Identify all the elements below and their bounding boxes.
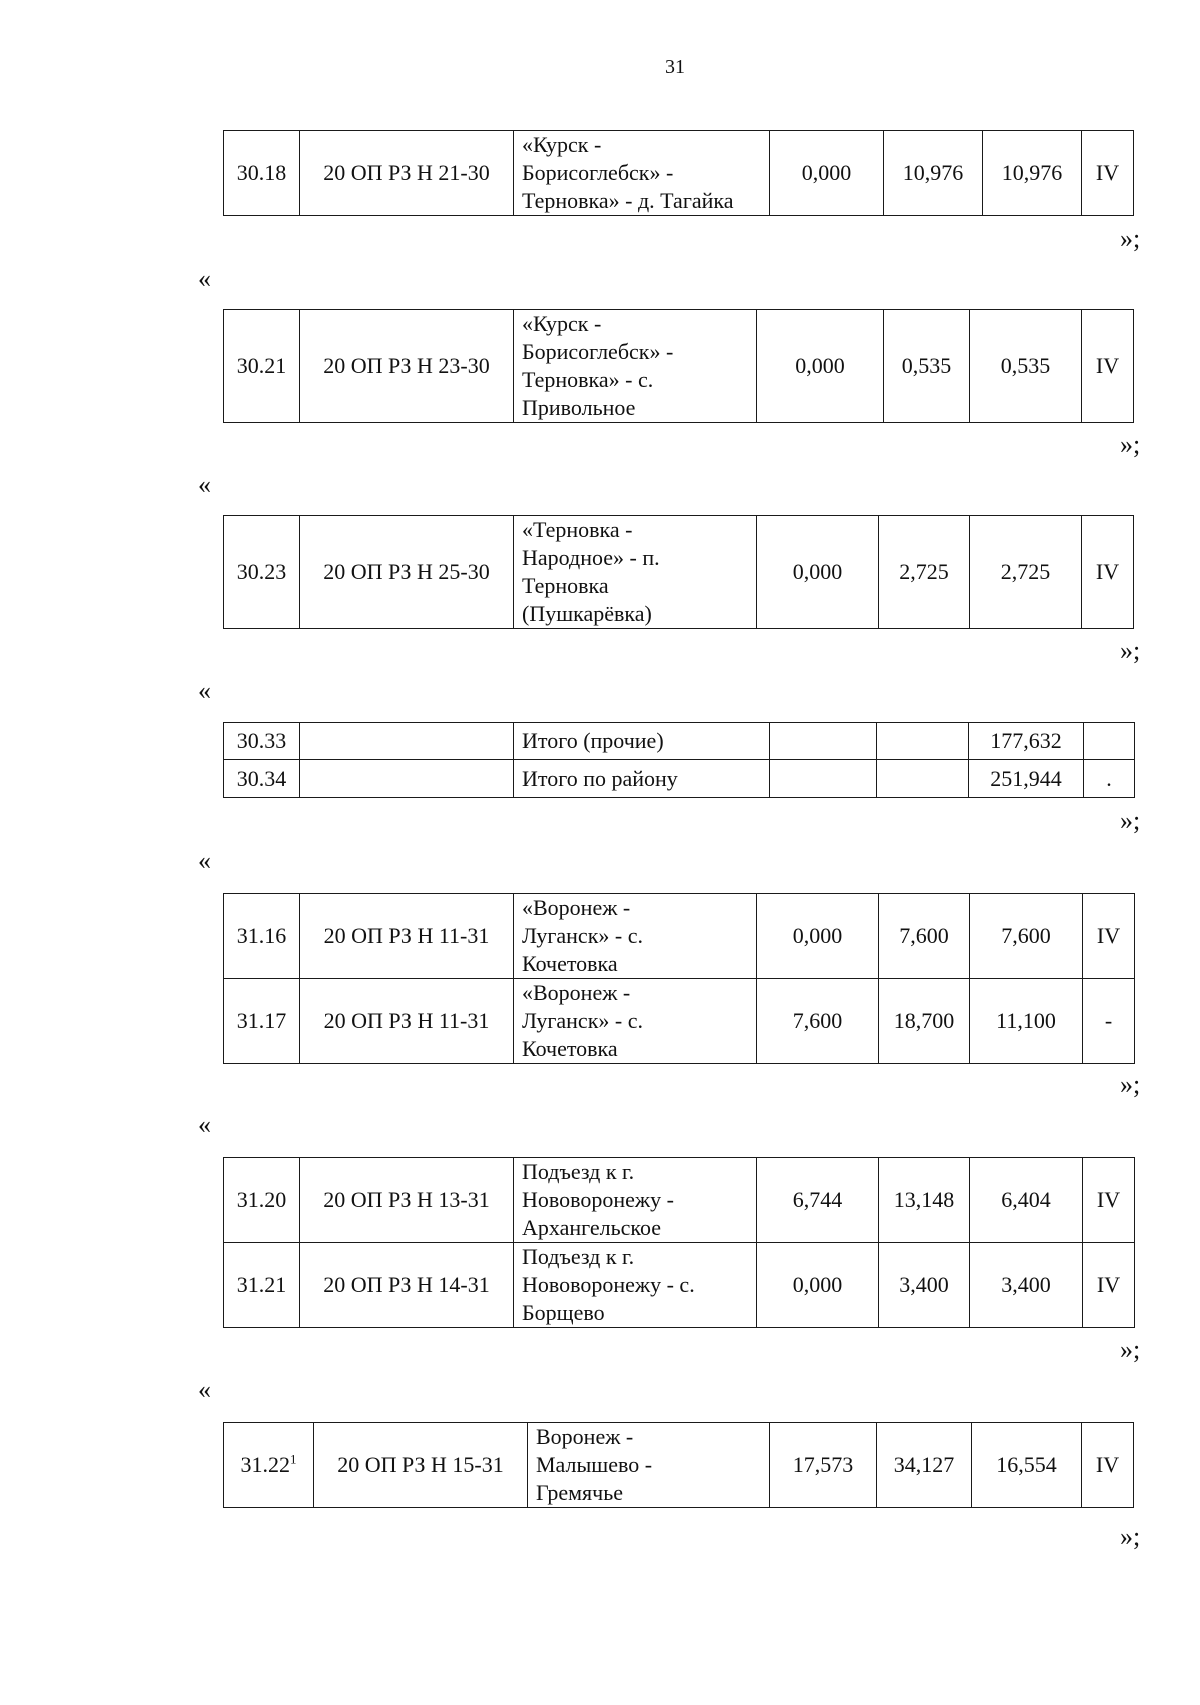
table-row: [224, 1243, 1135, 1328]
cell-category: IV: [1082, 310, 1134, 423]
road-name-line: «Терновка -: [522, 517, 633, 542]
cell-start-km: 0,000: [757, 1243, 879, 1328]
closing-quote: »;: [1120, 1522, 1141, 1551]
road-name-line: «Курск -: [522, 132, 602, 157]
cell-number: 31.17: [224, 979, 300, 1064]
cell-number: 30.34: [224, 760, 300, 798]
road-table: [223, 893, 1135, 1064]
closing-quote: »;: [1120, 1070, 1141, 1099]
road-name-line: (Пушкарёвка): [522, 601, 652, 626]
road-name-line: Итого (прочие): [522, 728, 664, 753]
cell-end-km: 18,700: [879, 979, 970, 1064]
cell-road-name: [514, 760, 770, 798]
cell-code: 20 ОП РЗ Н 21-30: [300, 131, 514, 216]
cell-code: 20 ОП РЗ Н 25-30: [300, 516, 514, 629]
road-name-line: Терновка» - д. Тагайка: [522, 188, 734, 213]
road-table: [223, 1157, 1135, 1328]
cell-length: 6,404: [970, 1158, 1083, 1243]
road-name-line: Кочетовка: [522, 951, 618, 976]
cell-category: [1084, 723, 1135, 760]
opening-quote: «: [198, 1110, 211, 1139]
cell-category: IV: [1082, 516, 1134, 629]
road-table: [223, 515, 1134, 629]
opening-quote: «: [198, 264, 211, 293]
cell-length: 16,554: [972, 1423, 1082, 1508]
cell-code: [300, 723, 514, 760]
road-name-line: Нововоронежу - с.: [522, 1272, 695, 1297]
cell-category: IV: [1083, 1243, 1135, 1328]
cell-end-km: 10,976: [884, 131, 983, 216]
road-name-line: Луганск» - с.: [522, 1008, 643, 1033]
cell-start-km: 7,600: [757, 979, 879, 1064]
cell-code: 20 ОП РЗ Н 11-31: [300, 894, 514, 979]
cell-number: 31.16: [224, 894, 300, 979]
cell-category: -: [1083, 979, 1135, 1064]
road-name-line: Кочетовка: [522, 1036, 618, 1061]
row-number-superscript: 1: [290, 1451, 297, 1467]
road-name-line: Воронеж -: [536, 1424, 634, 1449]
closing-quote: »;: [1120, 1335, 1141, 1364]
table-row: [224, 1158, 1135, 1243]
table-row: [224, 310, 1134, 423]
cell-category: IV: [1082, 131, 1134, 216]
cell-length: 251,944: [969, 760, 1084, 798]
road-name-line: Борщево: [522, 1300, 605, 1325]
cell-road-name: [528, 1423, 770, 1508]
closing-quote: »;: [1120, 806, 1141, 835]
cell-road-name: [514, 131, 770, 216]
cell-end-km: 2,725: [879, 516, 970, 629]
cell-end-km: [877, 760, 969, 798]
road-name-line: Терновка: [522, 573, 609, 598]
cell-start-km: 17,573: [770, 1423, 877, 1508]
road-name-line: Луганск» - с.: [522, 923, 643, 948]
cell-number: [224, 1423, 314, 1508]
road-name-line: Подъезд к г.: [522, 1159, 635, 1184]
cell-start-km: 0,000: [757, 310, 884, 423]
cell-road-name: [514, 723, 770, 760]
cell-code: 20 ОП РЗ Н 13-31: [300, 1158, 514, 1243]
cell-number: 31.21: [224, 1243, 300, 1328]
cell-length: 10,976: [983, 131, 1082, 216]
table-row: [224, 894, 1135, 979]
cell-start-km: 0,000: [757, 516, 879, 629]
cell-length: 2,725: [970, 516, 1082, 629]
cell-end-km: 34,127: [877, 1423, 972, 1508]
table-row: [224, 760, 1135, 798]
road-name-line: Архангельское: [522, 1215, 662, 1240]
totals-table: [223, 722, 1135, 798]
cell-road-name: [514, 1243, 757, 1328]
cell-start-km: 6,744: [757, 1158, 879, 1243]
opening-quote: «: [198, 470, 211, 499]
closing-quote: »;: [1120, 636, 1141, 665]
cell-length: 0,535: [970, 310, 1082, 423]
road-name-line: Нововоронежу -: [522, 1187, 674, 1212]
road-name-line: Терновка» - с.: [522, 367, 654, 392]
page-number: 31: [665, 56, 685, 78]
cell-category: IV: [1082, 1423, 1134, 1508]
table-row: [224, 723, 1135, 760]
cell-end-km: [877, 723, 969, 760]
opening-quote: «: [198, 1375, 211, 1404]
cell-length: 3,400: [970, 1243, 1083, 1328]
road-name-line: Итого по району: [522, 765, 678, 791]
road-name-line: Подъезд к г.: [522, 1244, 635, 1269]
cell-number: 30.23: [224, 516, 300, 629]
cell-category: IV: [1083, 894, 1135, 979]
road-name-line: «Курск -: [522, 311, 602, 336]
cell-start-km: 0,000: [770, 131, 884, 216]
cell-road-name: [514, 1158, 757, 1243]
cell-start-km: [770, 723, 877, 760]
cell-end-km: 3,400: [879, 1243, 970, 1328]
cell-start-km: 0,000: [757, 894, 879, 979]
table-row: [224, 1423, 1134, 1508]
cell-number: 30.21: [224, 310, 300, 423]
cell-road-name: [514, 310, 757, 423]
cell-number: 30.18: [224, 131, 300, 216]
cell-category: .: [1084, 760, 1135, 798]
table-row: [224, 131, 1134, 216]
cell-start-km: [770, 760, 877, 798]
cell-length: 11,100: [970, 979, 1083, 1064]
road-name-line: Борисоглебск» -: [522, 160, 674, 185]
cell-end-km: 0,535: [884, 310, 970, 423]
road-name-line: Народное» - п.: [522, 545, 660, 570]
cell-code: 20 ОП РЗ Н 15-31: [314, 1423, 528, 1508]
cell-end-km: 7,600: [879, 894, 970, 979]
road-name-line: Гремячье: [536, 1480, 624, 1505]
cell-code: 20 ОП РЗ Н 11-31: [300, 979, 514, 1064]
cell-number: 30.33: [224, 723, 300, 760]
closing-quote: »;: [1120, 430, 1141, 459]
road-table: [223, 1422, 1134, 1508]
road-name-line: «Воронеж -: [522, 895, 631, 920]
road-name-line: Борисоглебск» -: [522, 339, 674, 364]
cell-length: 7,600: [970, 894, 1083, 979]
cell-category: IV: [1083, 1158, 1135, 1243]
cell-end-km: 13,148: [879, 1158, 970, 1243]
road-name-line: Привольное: [522, 395, 636, 420]
table-row: [224, 979, 1135, 1064]
cell-code: [300, 760, 514, 798]
cell-length: 177,632: [969, 723, 1084, 760]
road-name-line: Малышево -: [536, 1452, 653, 1477]
opening-quote: «: [198, 676, 211, 705]
cell-road-name: [514, 894, 757, 979]
row-number-text: 31.22: [240, 1452, 290, 1477]
road-table: [223, 130, 1134, 216]
road-table: [223, 309, 1134, 423]
cell-number: 31.20: [224, 1158, 300, 1243]
cell-road-name: [514, 516, 757, 629]
closing-quote: »;: [1120, 224, 1141, 253]
table-row: [224, 516, 1134, 629]
road-name-line: «Воронеж -: [522, 980, 631, 1005]
cell-code: 20 ОП РЗ Н 14-31: [300, 1243, 514, 1328]
opening-quote: «: [198, 846, 211, 875]
cell-road-name: [514, 979, 757, 1064]
cell-code: 20 ОП РЗ Н 23-30: [300, 310, 514, 423]
